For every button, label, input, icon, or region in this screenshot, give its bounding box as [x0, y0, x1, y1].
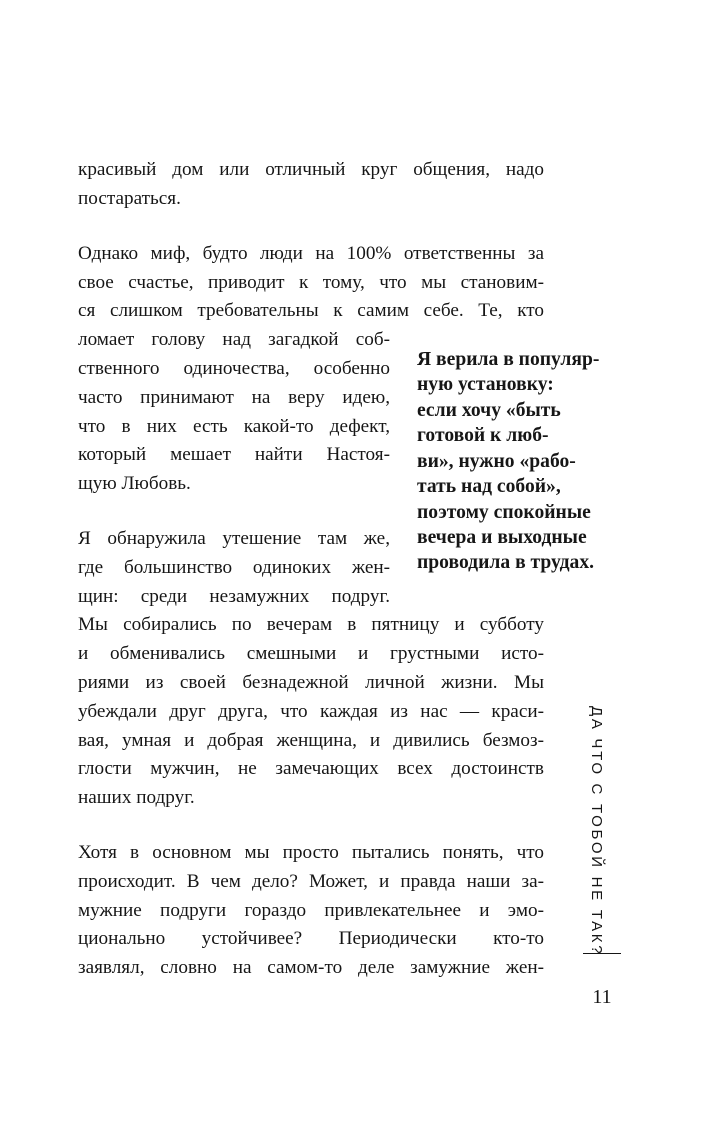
body-line: где большинство одиноких жен-	[78, 557, 390, 578]
body-line: наших подруг.	[78, 787, 195, 808]
pull-quote-line: проводила в трудах.	[417, 552, 595, 573]
body-line: свое счастье, приводит к тому, что мы становим-	[78, 272, 544, 293]
body-line: вая, умная и добрая женщина, и дивились безмоз-	[78, 730, 544, 751]
body-line: ся слишком требовательны к самим себе. Те, кто	[78, 300, 544, 321]
body-line: происходит. В чем дело? Может, и правда наши за-	[78, 871, 544, 892]
page-number: 11	[592, 986, 612, 1008]
pull-quote-line: вечера и выходные	[417, 527, 587, 548]
body-line: ционально устойчивее? Периодически кто-то	[78, 928, 544, 949]
body-line: постараться.	[78, 188, 181, 209]
body-line: Мы собирались по вечерам в пятницу и субботу	[78, 614, 544, 635]
body-line: щин: среди незамужних подруг.	[78, 586, 390, 607]
body-line: ственного одиночества, особенно	[78, 358, 390, 379]
body-line: убеждали друг друга, что каждая из нас — краси-	[78, 701, 544, 722]
body-line: Я обнаружила утешение там же,	[78, 528, 390, 549]
body-line: часто принимают на веру идею,	[78, 387, 390, 408]
running-title: ДА ЧТО С ТОБОЙ НЕ ТАК?	[588, 706, 605, 957]
folio-rule	[583, 953, 621, 954]
body-line: мужние подруги гораздо привлекательнее и эмо-	[78, 900, 544, 921]
body-line: риями из своей безнадежной личной жизни. Мы	[78, 672, 544, 693]
body-line: глости мужчин, не замечающих всех достоинств	[78, 758, 544, 779]
pull-quote-line: Я верила в популяр-	[417, 349, 600, 370]
body-line: который мешает найти Настоя-	[78, 444, 390, 465]
body-line: Однако миф, будто люди на 100% ответственны за	[78, 243, 544, 264]
pull-quote-line: ви», нужно «рабо-	[417, 451, 576, 472]
body-line: щую Любовь.	[78, 473, 191, 494]
pull-quote-line: готовой к люб-	[417, 425, 549, 446]
pull-quote-line: поэтому спокойные	[417, 502, 591, 523]
body-line: заявлял, словно на самом-то деле замужние жен-	[78, 957, 544, 978]
pull-quote-line: ную установку:	[417, 374, 554, 395]
body-line: ломает голову над загадкой соб-	[78, 329, 390, 350]
body-line: красивый дом или отличный круг общения, надо	[78, 159, 544, 180]
body-line: что в них есть какой-то дефект,	[78, 416, 390, 437]
body-line: и обменивались смешными и грустными исто-	[78, 643, 544, 664]
pull-quote-line: если хочу «быть	[417, 400, 561, 421]
body-line: Хотя в основном мы просто пытались понять, что	[78, 842, 544, 863]
pull-quote-line: тать над собой»,	[417, 476, 561, 497]
